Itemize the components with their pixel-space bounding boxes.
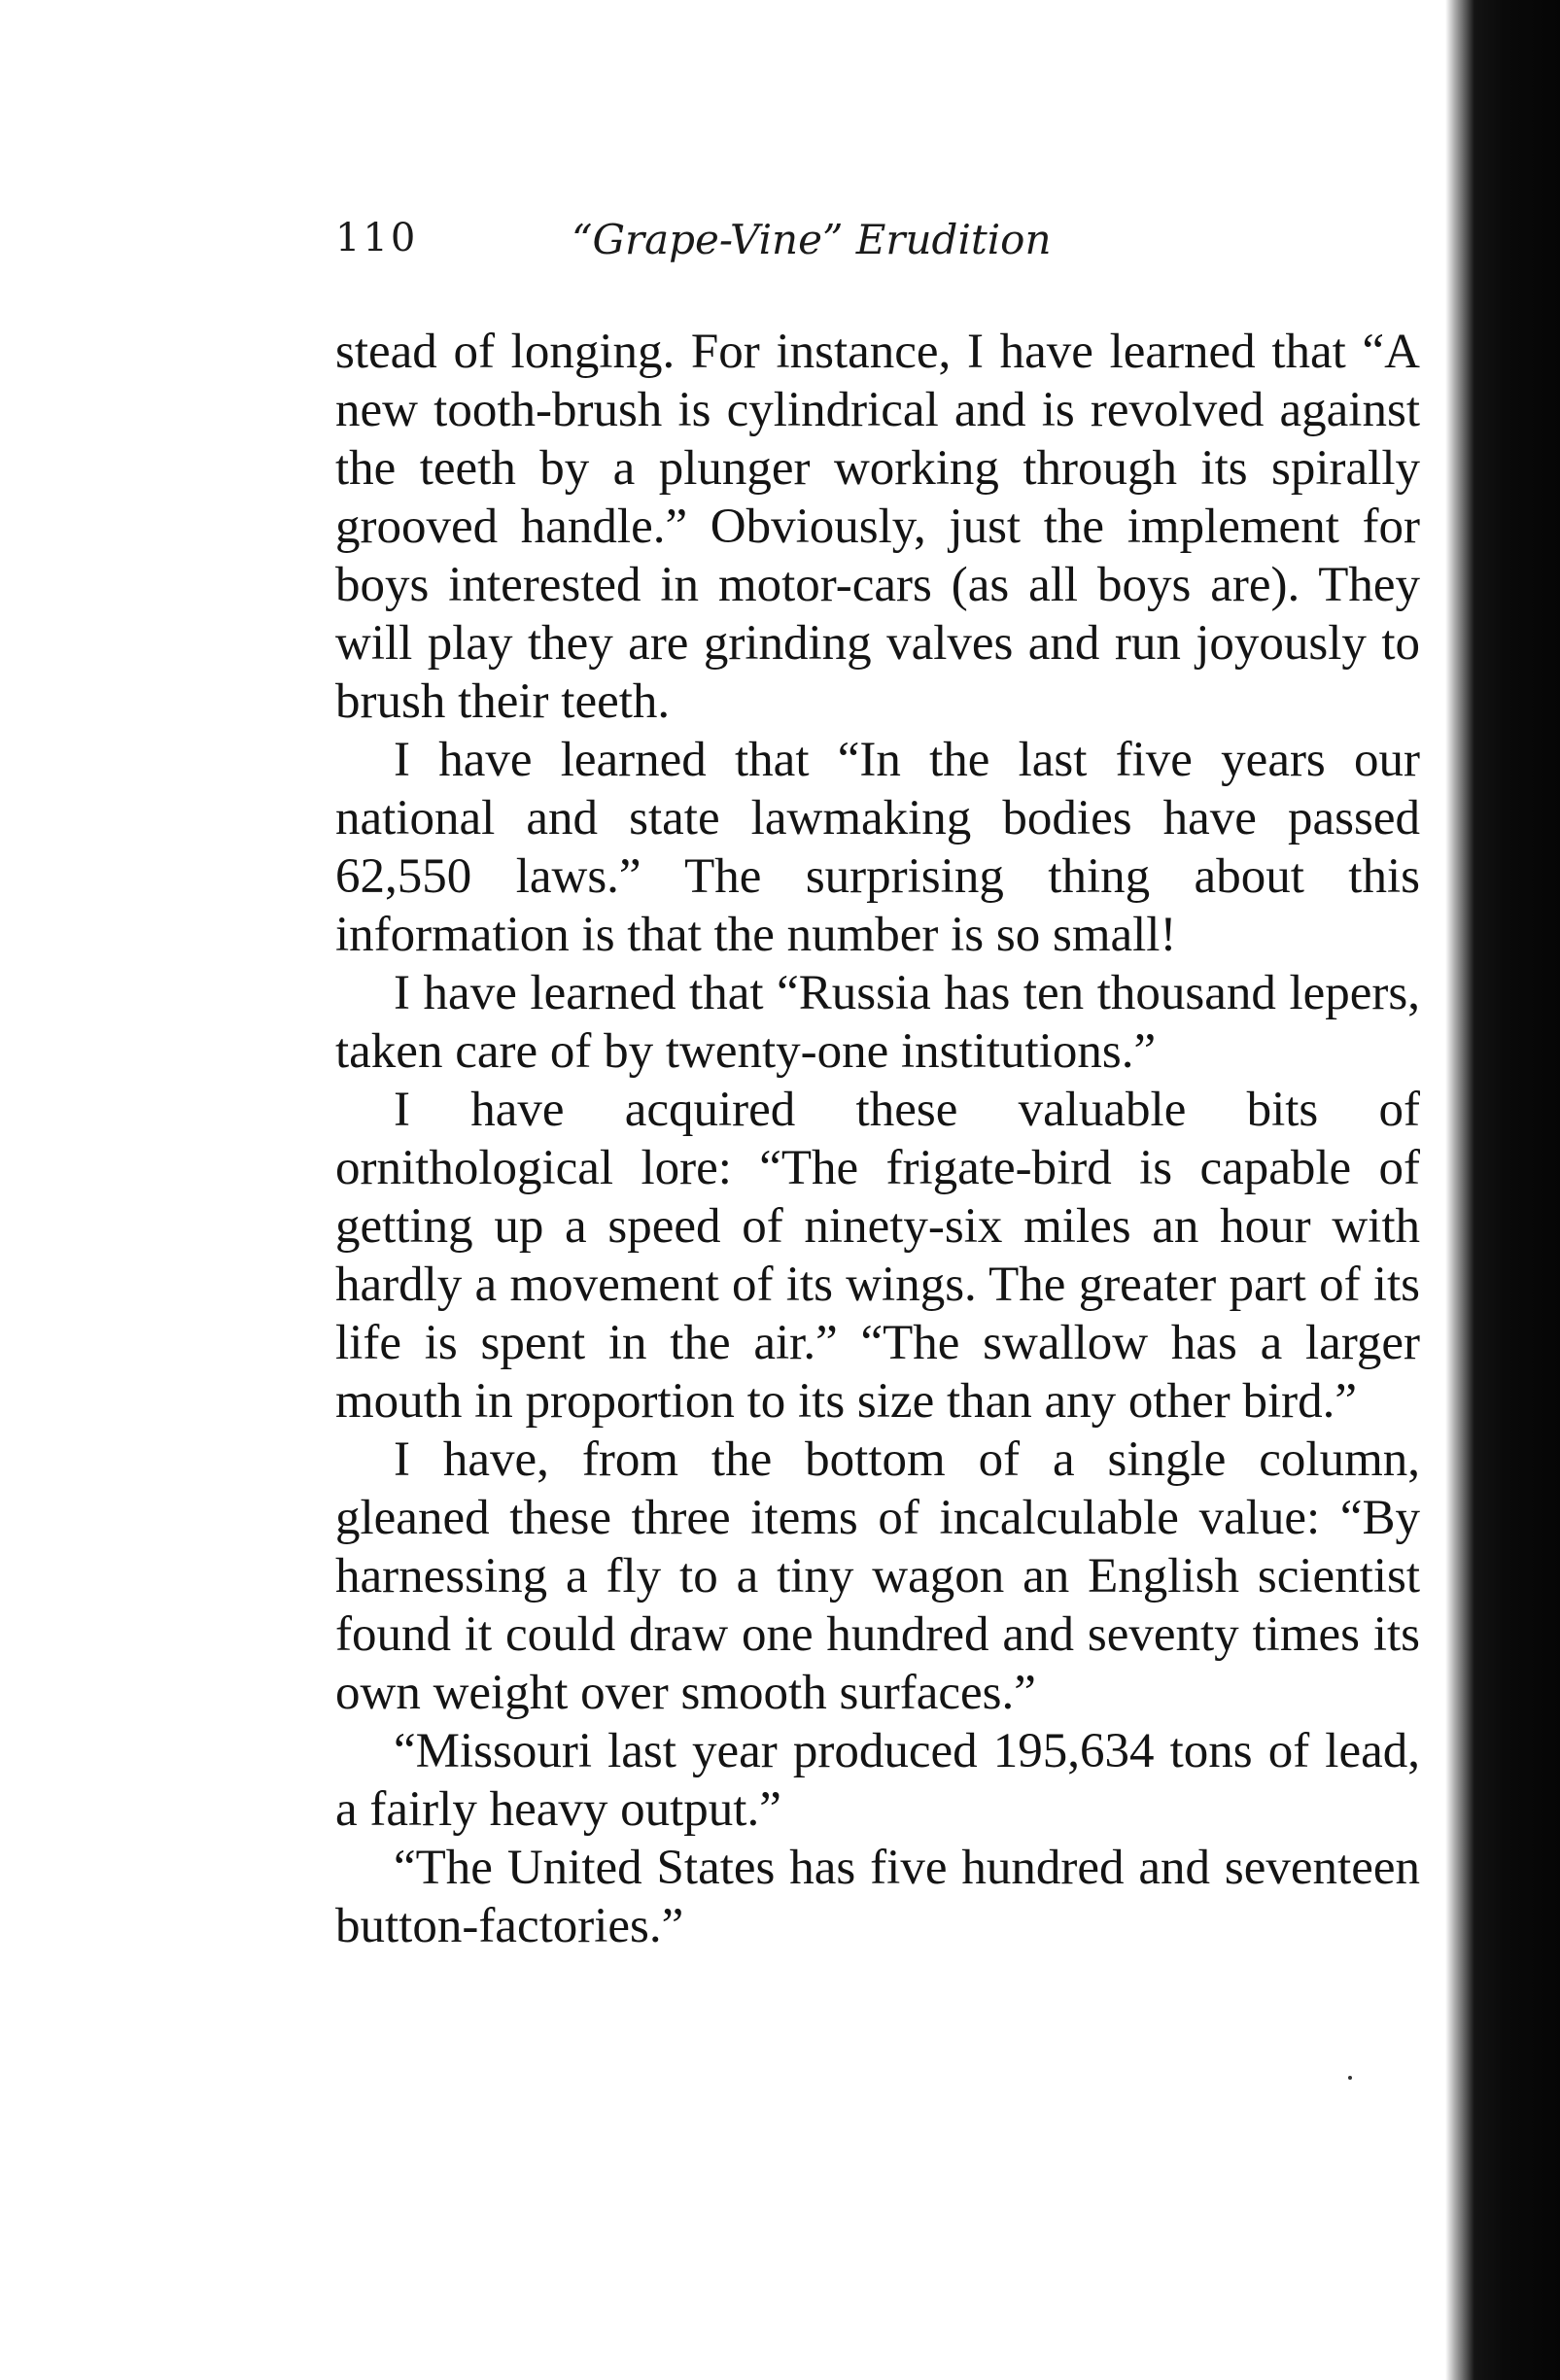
paragraph-russia-lepers: I have learned that “Russia has ten thousand lepers, taken care of by twenty-one institutions.” <box>335 966 1420 1079</box>
stray-mark <box>1348 2076 1352 2080</box>
binding-shadow <box>1445 0 1560 2380</box>
page-header <box>335 216 1404 284</box>
paragraph-tooth-brush: stead of longing. For instance, I have learned that “A new tooth-brush is cylindrical and is revolved against the teeth by a plunger working through its spirally grooved handle.” Obviously, just the implement for boys interested in motor-cars (as all boys are). They will play they are grinding valves and run joyously to brush their teeth. <box>335 325 1420 729</box>
body-text <box>335 323 1420 1955</box>
page-number: 110 <box>335 216 419 260</box>
paragraph-laws: I have learned that “In the last five years our national and state lawmaking bodies have passed 62,550 laws.” The surprising thing about this information is that the number is so small! <box>335 733 1420 962</box>
paragraph-fly-wagon: I have, from the bottom of a single column, gleaned these three items of incalculable value: “By harnessing a fly to a tiny wagon an English scientist found it could draw one hundred and seventy times its own weight over smooth surfaces.” <box>335 1432 1420 1720</box>
paragraph-ornithology: I have acquired these valuable bits of ornithological lore: “The frigate-bird is capable of getting up a speed of ninety-six miles an hour with hardly a movement of its wings. The greater part of its life is spent in the air.” “The swallow has a larger mouth in proportion to its size than any other bird.” <box>335 1083 1420 1429</box>
paragraph-missouri-lead: “Missouri last year produced 195,634 tons of lead, a fairly heavy output.” <box>335 1724 1420 1837</box>
paragraph-button-factories: “The United States has five hundred and seventeen button-factories.” <box>335 1841 1420 1953</box>
running-head: “Grape-Vine” Erudition <box>572 216 1052 263</box>
